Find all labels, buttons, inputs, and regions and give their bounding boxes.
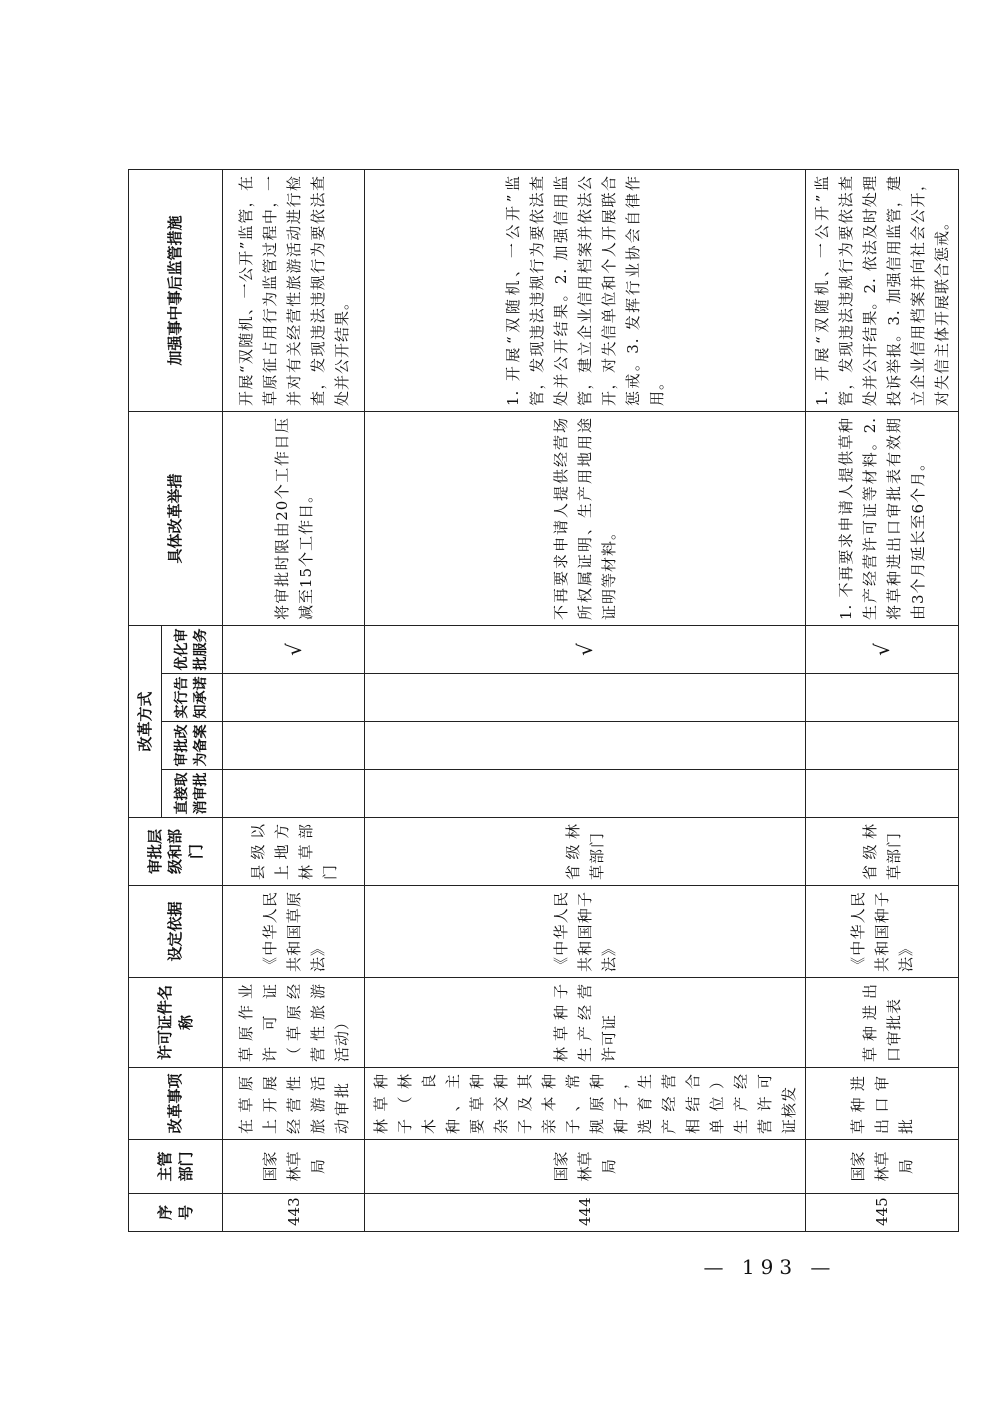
cell-license: 草种进出口审批表 — [806, 978, 959, 1068]
cell-supervision: 1. 开展“双随机、一公开”监管，发现违法违规行为要依法查处并公开结果。2. 依法及时处理投诉举报。3. 加强信用监管，建立企业信用档案并向社会公开，对失信主体开展联合惩戒。 — [806, 169, 959, 411]
cell-method-optimize: √ — [365, 625, 806, 673]
header-method-optimize: 优化审批服务 — [162, 625, 223, 673]
cell-method-notify — [806, 674, 959, 722]
cell-license: 草原作业许可证（草原经营性旅游活动） — [223, 978, 365, 1068]
cell-dept: 国家林草局 — [806, 1140, 959, 1194]
cell-basis: 《中华人民共和国草原法》 — [223, 886, 365, 978]
cell-dept: 国家林草局 — [223, 1140, 365, 1194]
cell-method-filing — [806, 722, 959, 770]
cell-item: 草种进出口审批 — [806, 1068, 959, 1140]
reform-table-rotated — [128, 170, 951, 1232]
cell-supervision: 1. 开展“双随机、一公开”监管，发现违法违规行为要依法查处并公开结果。2. 加强信用监管，建立企业信用档案并依法公开，对失信单位和个人开展联合惩戒。3. 发挥行业协会自律作用。 — [365, 169, 806, 411]
header-level: 审批层级和部门 — [129, 818, 223, 886]
page-number: — 193 — — [703, 1255, 837, 1279]
header-row — [129, 169, 162, 1231]
table-row — [223, 169, 365, 1231]
cell-method-notify — [223, 674, 365, 722]
header-measures: 具体改革举措 — [129, 411, 223, 625]
table-row — [365, 169, 806, 1231]
cell-level: 县级以上地方林草部门 — [223, 818, 365, 886]
cell-level: 省级林草部门 — [365, 818, 806, 886]
cell-method-filing — [223, 722, 365, 770]
header-item: 改革事项 — [129, 1068, 223, 1140]
cell-measures: 不再要求申请人提供经营场所权属证明、生产用地用途证明等材料。 — [365, 411, 806, 625]
cell-basis: 《中华人民共和国种子法》 — [365, 886, 806, 978]
header-method-notify: 实行告知承诺 — [162, 674, 223, 722]
reform-table — [128, 169, 959, 1232]
header-license: 许可证件名称 — [129, 978, 223, 1068]
header-methods: 改革方式 — [129, 625, 162, 817]
header-supervision: 加强事中事后监管措施 — [129, 169, 223, 411]
cell-seq: 444 — [365, 1194, 806, 1232]
cell-method-cancel — [365, 770, 806, 818]
table-row — [806, 169, 959, 1231]
cell-dept: 国家林草局 — [365, 1140, 806, 1194]
cell-method-cancel — [806, 770, 959, 818]
cell-method-optimize: √ — [223, 625, 365, 673]
cell-method-optimize: √ — [806, 625, 959, 673]
header-seq: 序号 — [129, 1194, 223, 1232]
cell-basis: 《中华人民共和国种子法》 — [806, 886, 959, 978]
cell-measures: 将审批时限由20个工作日压减至15个工作日。 — [223, 411, 365, 625]
header-method-cancel: 直接取消审批 — [162, 770, 223, 818]
cell-method-filing — [365, 722, 806, 770]
header-basis: 设定依据 — [129, 886, 223, 978]
cell-level: 省级林草部门 — [806, 818, 959, 886]
cell-item: 林草种子（林木良种、主要草种杂交种子及其亲本种子、常规原种种子，选育生产经营相结合单位）生产经营许可证核发 — [365, 1068, 806, 1140]
cell-seq: 445 — [806, 1194, 959, 1232]
cell-license: 林草种子生产经营许可证 — [365, 978, 806, 1068]
cell-method-notify — [365, 674, 806, 722]
cell-method-cancel — [223, 770, 365, 818]
cell-seq: 443 — [223, 1194, 365, 1232]
header-method-filing: 审批改为备案 — [162, 722, 223, 770]
cell-item: 在草原上开展经营性旅游活动审批 — [223, 1068, 365, 1140]
header-dept: 主管部门 — [129, 1140, 223, 1194]
cell-measures: 1. 不再要求申请人提供草种生产经营许可证等材料。2. 将草种进出口审批表有效期由3个月延长至6个月。 — [806, 411, 959, 625]
cell-supervision: 开展“双随机、一公开”监管，在草原征占用行为监管过程中，一并对有关经营性旅游活动进行检查，发现违法违规行为要依法查处并公开结果。 — [223, 169, 365, 411]
